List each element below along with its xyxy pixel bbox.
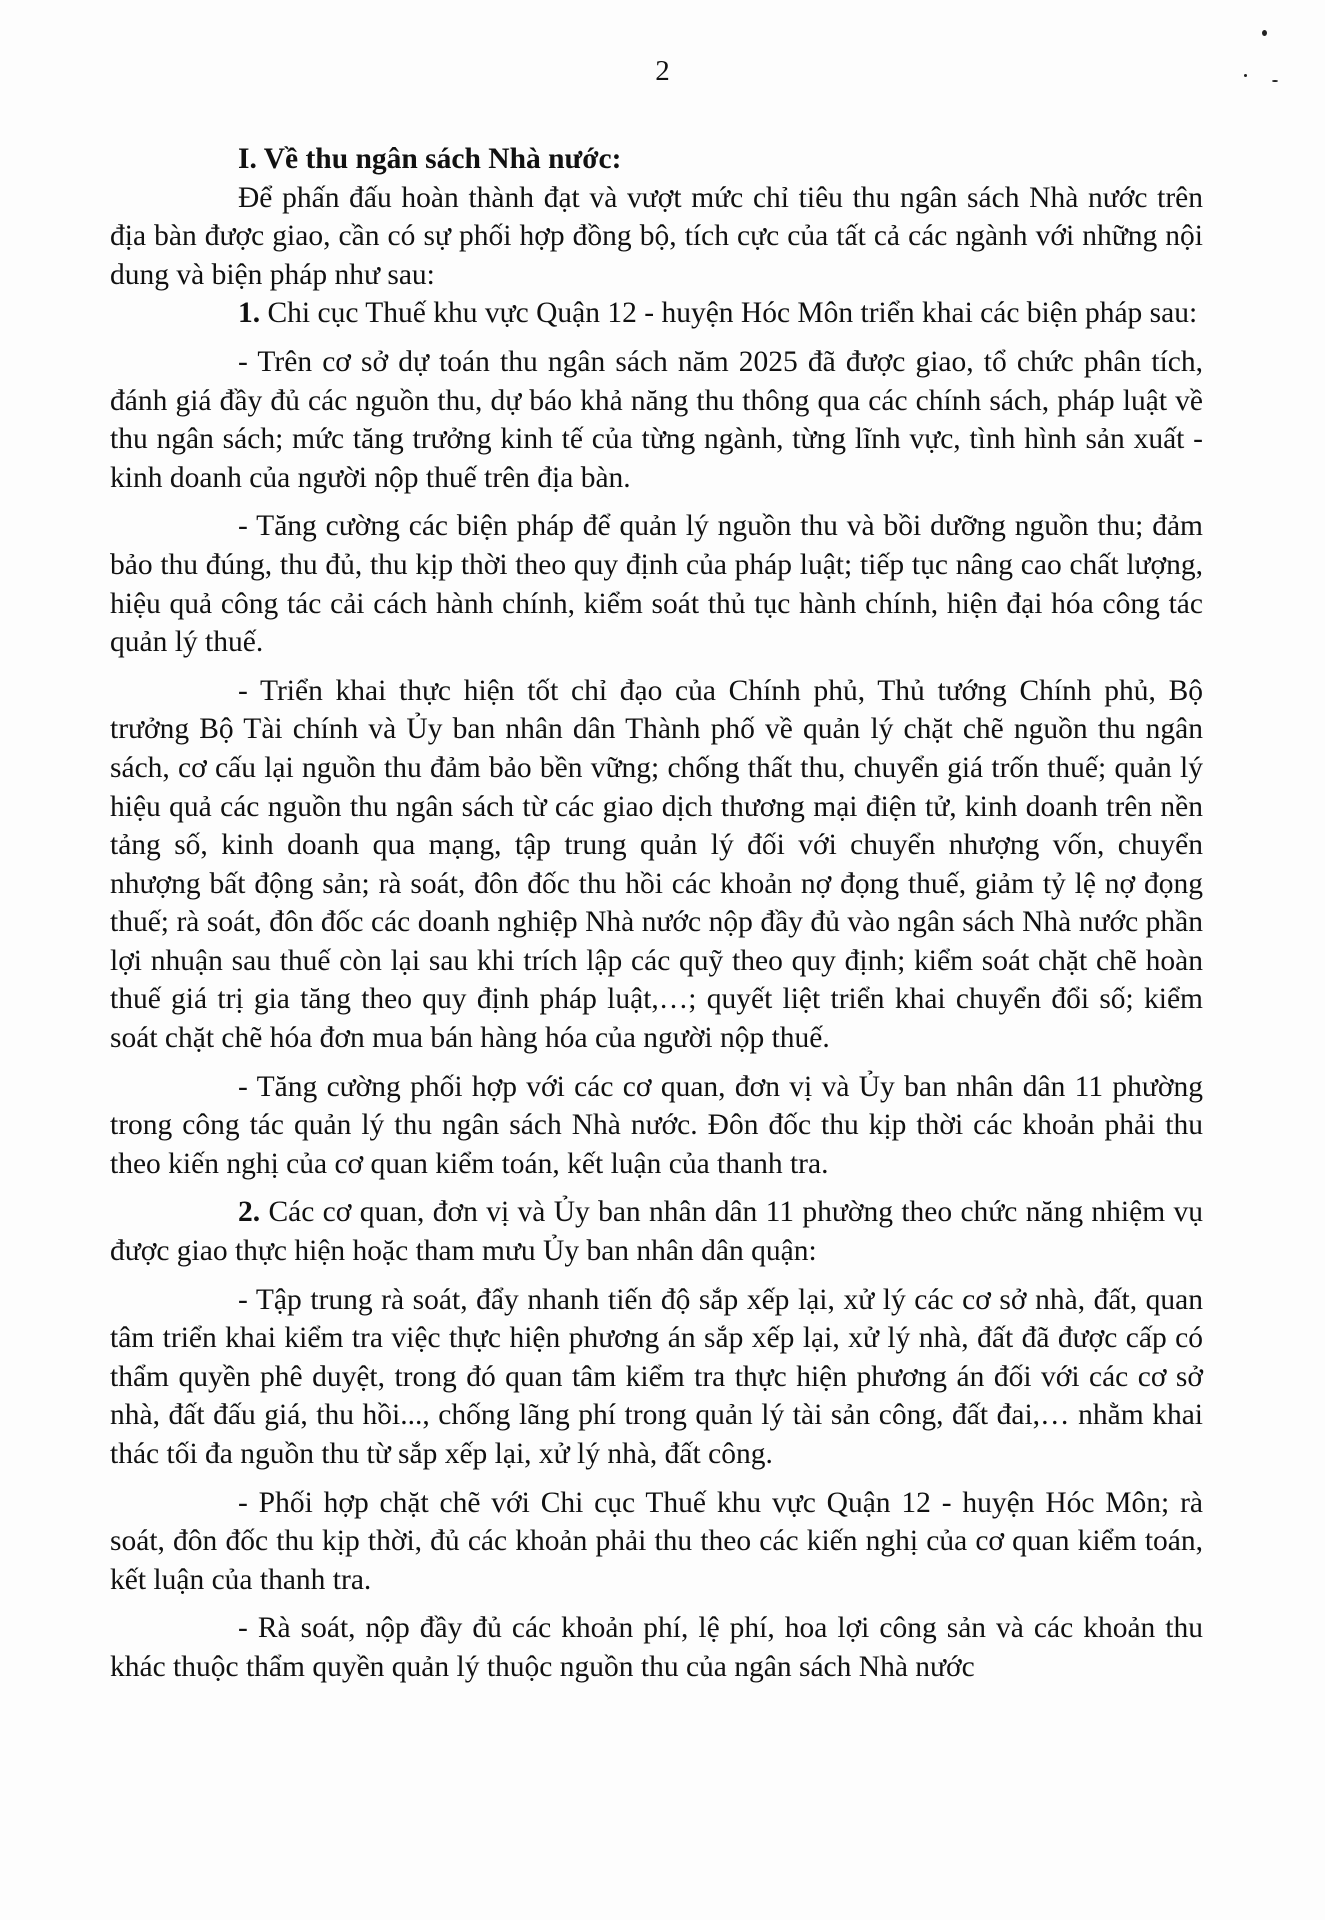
item-2-paragraph: [110, 1193, 1203, 1270]
item-1-number: 1.: [238, 297, 261, 330]
item-1-bullet: [110, 507, 1203, 661]
item-2-bullet: [110, 1281, 1203, 1474]
item-1-bullet-text: - Tăng cường các biện pháp để quản lý nguồn thu và bồi dưỡng nguồn thu; đảm bảo thu đúng, thu đủ, thu kịp thời theo quy định của pháp luật; tiếp tục nâng cao chất lượng, hiệu quả công tác cải cách hành chính, kiểm soát thủ tục hành chính, hiện đại hóa công tác quản lý thuế.: [110, 510, 1203, 659]
intro-paragraph: [110, 179, 1203, 295]
item-1-text: Chi cục Thuế khu vực Quận 12 - huyện Hóc Môn triển khai các biện pháp sau:: [267, 297, 1198, 330]
item-2-bullet: [110, 1484, 1203, 1600]
scan-speck: [1244, 74, 1247, 77]
item-1-bullet: [110, 343, 1203, 497]
item-1-bullet: [110, 1068, 1203, 1184]
scan-speck: [1272, 80, 1278, 82]
item-1-bullet-text: - Tăng cường phối hợp với các cơ quan, đơn vị và Ủy ban nhân dân 11 phường trong công tác quản lý thu ngân sách Nhà nước. Đôn đốc thu kịp thời các khoản phải thu theo kiến nghị của cơ quan kiểm toán, kết luận của thanh tra.: [110, 1070, 1203, 1180]
section-heading: I. Về thu ngân sách Nhà nước:: [238, 143, 622, 175]
item-2-bullet-text: - Rà soát, nộp đầy đủ các khoản phí, lệ phí, hoa lợi công sản và các khoản thu khác thuộc thẩm quyền quản lý thuộc nguồn thu của ngân sách Nhà nước: [110, 1612, 1203, 1683]
page-number: 2: [655, 55, 670, 87]
item-2-number: 2.: [238, 1196, 261, 1229]
item-1-bullet-text: - Triển khai thực hiện tốt chỉ đạo của Chính phủ, Thủ tướng Chính phủ, Bộ trưởng Bộ Tài chính và Ủy ban nhân dân Thành phố về quản lý chặt chẽ nguồn thu ngân sách, cơ cấu lại nguồn thu đảm bảo bền vững; chống thất thu, chuyển giá trốn thuế; quản lý hiệu quả các nguồn thu ngân sách từ các giao dịch thương mại điện tử, kinh doanh trên nền tảng số, kinh doanh qua mạng, tập trung quản lý đối với chuyển nhượng vốn, chuyển nhượng bất động sản; rà soát, đôn đốc thu hồi các khoản nợ đọng thuế, giảm tỷ lệ nợ đọng thuế; rà soát, đôn đốc các doanh nghiệp Nhà nước nộp đầy đủ vào ngân sách Nhà nước phần lợi nhuận sau thuế còn lại sau khi trích lập các quỹ theo quy định; kiểm soát chặt chẽ hoàn thuế giá trị gia tăng theo quy định pháp luật,…; quyết liệt triển khai chuyển đổi số; kiểm soát chặt chẽ hóa đơn mua bán hàng hóa của người nộp thuế.: [110, 674, 1203, 1055]
document-body: [110, 140, 1203, 1687]
item-1-bullet-text: - Trên cơ sở dự toán thu ngân sách năm 2025 đã được giao, tổ chức phân tích, đánh giá đầy đủ các nguồn thu, dự báo khả năng thu thông qua các chính sách, pháp luật về thu ngân sách; mức tăng trưởng kinh tế của từng ngành, từng lĩnh vực, tình hình sản xuất - kinh doanh của người nộp thuế trên địa bàn.: [110, 345, 1203, 494]
item-2-bullet-text: - Phối hợp chặt chẽ với Chi cục Thuế khu vực Quận 12 - huyện Hóc Môn; rà soát, đôn đốc thu kịp thời, đủ các khoản phải thu theo các kiến nghị của cơ quan kiểm toán, kết luận của thanh tra.: [110, 1486, 1203, 1596]
intro-text: Để phấn đấu hoàn thành đạt và vượt mức chỉ tiêu thu ngân sách Nhà nước trên địa bàn được giao, cần có sự phối hợp đồng bộ, tích cực của tất cả các ngành với những nội dung và biện pháp như sau:: [110, 181, 1203, 291]
item-2-bullet: [110, 1609, 1203, 1686]
item-2-bullet-text: - Tập trung rà soát, đẩy nhanh tiến độ sắp xếp lại, xử lý các cơ sở nhà, đất, quan tâm triển khai kiểm tra việc thực hiện phương án sắp xếp lại, xử lý nhà, đất đã được cấp có thẩm quyền phê duyệt, trong đó quan tâm kiểm tra thực hiện phương án đối với các cơ sở nhà, đất đấu giá, thu hồi..., chống lãng phí trong quản lý tài sản công, đất đai,… nhằm khai thác tối đa nguồn thu từ sắp xếp lại, xử lý nhà, đất công.: [110, 1283, 1203, 1470]
scan-speck: [1262, 30, 1267, 36]
item-2-text: Các cơ quan, đơn vị và Ủy ban nhân dân 11 phường theo chức năng nhiệm vụ được giao thực hiện hoặc tham mưu Ủy ban nhân dân quận:: [110, 1196, 1203, 1268]
item-1-bullet: [110, 672, 1203, 1058]
item-1-paragraph: [110, 294, 1203, 333]
